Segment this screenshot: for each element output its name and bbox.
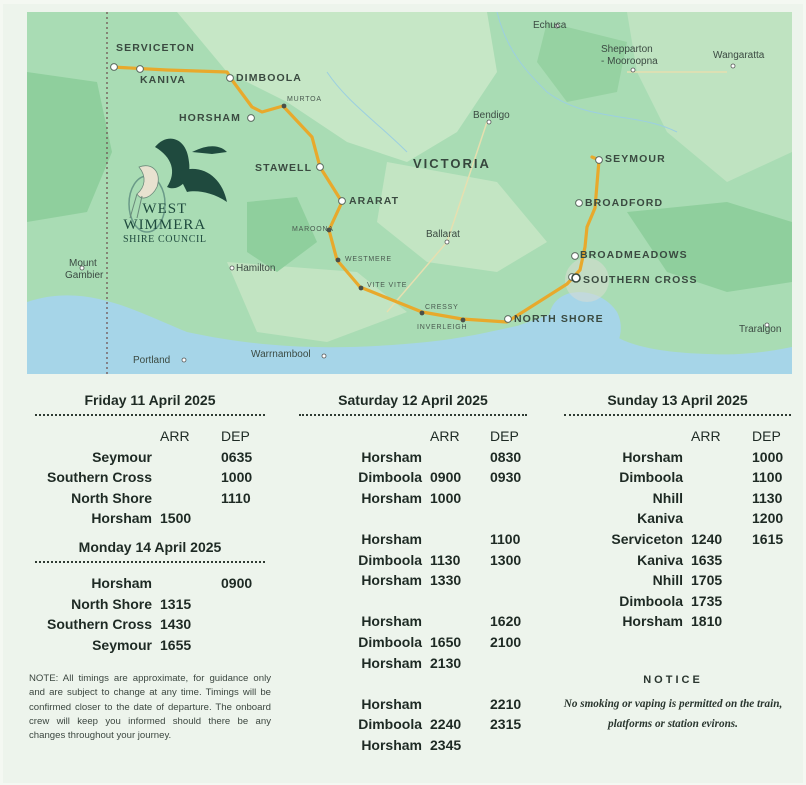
map-graphic: [27, 12, 792, 374]
map-town-ballarat: Ballarat: [426, 229, 460, 240]
arrival-time: [691, 508, 752, 529]
rows: [564, 447, 791, 632]
map-label-maroona: MAROONA: [292, 226, 334, 233]
arrival-time: 1635: [691, 551, 723, 568]
rows: [35, 447, 265, 529]
map-label-ararat: ARARAT: [349, 195, 400, 207]
station-name: Horsham: [622, 448, 683, 465]
arrival-time: 1500: [160, 510, 192, 527]
timetable-row: [35, 573, 265, 594]
arrival-time: [160, 447, 221, 468]
departure-time: 1100: [490, 530, 521, 547]
arrival-time: [160, 467, 221, 488]
map-label-stawell: STAWELL: [255, 162, 313, 174]
day-title: Friday 11 April 2025: [35, 392, 265, 416]
schedule-sunday: [564, 392, 791, 632]
departure-time: 2100: [490, 633, 522, 650]
station-name: Horsham: [361, 489, 422, 506]
group-spacer: [299, 673, 527, 694]
timetable-row: [564, 611, 791, 632]
station-name: Dimboola: [358, 469, 422, 486]
column-headers: [299, 426, 527, 447]
station-name: Seymour: [92, 636, 152, 653]
route-map: [27, 12, 792, 374]
timetable-row: [299, 550, 527, 571]
station-name: Horsham: [361, 654, 422, 671]
map-town-echuca: Echuca: [533, 20, 567, 31]
timetable-row: [564, 529, 791, 550]
timetable-row: [299, 714, 527, 735]
map-town-bendigo: Bendigo: [473, 110, 510, 121]
departure-time: 1615: [752, 530, 784, 547]
arrival-time: [430, 611, 490, 632]
arrival-time: [691, 447, 752, 468]
council-logo: [123, 202, 207, 245]
notice-text: No smoking or vaping is permitted on the train, platforms or station evirons.: [563, 698, 783, 730]
station-name: Kaniva: [637, 510, 683, 527]
notice-title: NOTICE: [643, 674, 703, 686]
arrival-time: [160, 488, 221, 509]
departure-time: 1620: [490, 613, 522, 630]
station-name: Horsham: [361, 530, 422, 547]
arrival-time: 1810: [691, 613, 723, 630]
schedule-saturday: [299, 392, 527, 756]
timetable-row: [564, 550, 791, 571]
day-title: Monday 14 April 2025: [35, 539, 265, 563]
station-name: Horsham: [361, 736, 422, 753]
station-name: Southern Cross: [46, 469, 152, 486]
map-town-wangaratta: Wangaratta: [713, 50, 765, 61]
station-name: Horsham: [91, 575, 152, 591]
day-title: Saturday 12 April 2025: [299, 392, 527, 416]
map-label-murtoa: MURTOA: [287, 96, 322, 103]
arrival-time: 2130: [430, 654, 462, 671]
timetable-row: [299, 488, 527, 509]
station-name: North Shore: [71, 489, 152, 506]
arrival-time: [160, 573, 221, 594]
schedule-monday: [35, 539, 265, 655]
station-name: North Shore: [71, 595, 152, 612]
timetable-page: [3, 4, 803, 783]
arrival-time: 0900: [430, 469, 462, 486]
map-label-horsham: HORSHAM: [179, 112, 241, 124]
arrival-time: 1000: [430, 489, 462, 506]
column-headers: [35, 426, 265, 447]
arrival-time: [430, 529, 490, 550]
timetable-row: [35, 614, 265, 635]
departure-time: 0930: [490, 469, 522, 486]
timetable-row: [299, 529, 527, 550]
station-name: Dimboola: [358, 716, 422, 733]
map-town-warrnambool: Warrnambool: [251, 349, 311, 360]
station-name: Horsham: [622, 613, 683, 630]
arrival-time: 1705: [691, 572, 723, 589]
group-spacer: [299, 508, 527, 529]
day-title: Sunday 13 April 2025: [564, 392, 791, 416]
timetable-row: [564, 447, 791, 468]
timetable-row: [35, 447, 265, 468]
station-name: Southern Cross: [46, 616, 152, 633]
header-dep: DEP: [752, 428, 781, 444]
arrival-time: 1650: [430, 633, 462, 650]
departure-time: 1000: [752, 448, 784, 465]
timetable-row: [299, 447, 527, 468]
departure-time: 0635: [221, 448, 253, 465]
station-name: Serviceton: [611, 530, 683, 547]
arrival-time: 2345: [430, 736, 462, 753]
arrival-time: [430, 694, 490, 715]
station-name: Kaniva: [637, 551, 683, 568]
header-arr: ARR: [430, 428, 460, 444]
arrival-time: 1315: [160, 595, 192, 612]
map-town-gambier: Gambier: [65, 270, 104, 281]
station-name: Nhill: [652, 572, 683, 589]
station-name: Dimboola: [619, 469, 683, 486]
column-headers: [564, 426, 791, 447]
schedule-friday: [35, 392, 265, 529]
timetable-row: [564, 570, 791, 591]
logo-line-wimmera: WIMMERA: [123, 217, 207, 233]
departure-time: 2210: [490, 695, 522, 712]
timetable-row: [35, 635, 265, 656]
header-arr: ARR: [160, 428, 190, 444]
timetable-row: [35, 467, 265, 488]
logo-line-shire-council: SHIRE COUNCIL: [123, 234, 207, 245]
timetable-row: [299, 694, 527, 715]
departure-time: 1000: [221, 469, 253, 486]
departure-time: 0900: [221, 575, 253, 591]
departure-time: 1130: [752, 489, 783, 506]
timetable-row: [564, 467, 791, 488]
arrival-time: 1330: [430, 572, 462, 589]
header-arr: ARR: [691, 428, 721, 444]
group-spacer: [299, 591, 527, 612]
map-label-vite-vite: VITE VITE: [367, 282, 408, 289]
arrival-time: [691, 488, 752, 509]
map-label-cressy: CRESSY: [425, 304, 459, 311]
logo-line-west: WEST: [142, 201, 188, 217]
map-label-dimboola: DIMBOOLA: [236, 72, 302, 84]
map-label-kaniva: KANIVA: [140, 74, 187, 86]
station-name: Dimboola: [619, 592, 683, 609]
timetable-row: [35, 488, 265, 509]
station-name: Dimboola: [358, 633, 422, 650]
arrival-time: 1430: [160, 616, 192, 633]
arrival-time: 1240: [691, 530, 723, 547]
map-label-state: VICTORIA: [413, 156, 491, 171]
timetable-row: [564, 591, 791, 612]
rows: [35, 573, 265, 655]
map-town-mount: Mount: [69, 258, 97, 269]
station-name: Horsham: [91, 510, 152, 527]
map-label-inverleigh: INVERLEIGH: [417, 324, 468, 331]
map-label-serviceton: SERVICETON: [116, 42, 195, 54]
rows-group: [299, 447, 527, 756]
station-name: Horsham: [361, 448, 422, 465]
timetable-row: [35, 594, 265, 615]
timetable-row: [299, 653, 527, 674]
station-name: Horsham: [361, 613, 422, 630]
arrival-time: [430, 447, 490, 468]
map-town-hamilton: Hamilton: [236, 263, 276, 274]
map-town-mooroopna: - Mooroopna: [601, 56, 658, 67]
map-label-seymour: SEYMOUR: [605, 153, 666, 165]
station-name: Horsham: [361, 572, 422, 589]
header-dep: DEP: [221, 428, 250, 444]
arrival-time: 1735: [691, 592, 723, 609]
station-name: Nhill: [652, 489, 683, 506]
map-label-broadford: BROADFORD: [585, 197, 664, 209]
departure-time: 1200: [752, 510, 784, 527]
timetable-row: [35, 508, 265, 529]
departure-time: 1110: [221, 489, 251, 506]
map-town-traralgon: Traralgon: [739, 324, 782, 335]
header-dep: DEP: [490, 428, 519, 444]
map-town-shepparton: Shepparton: [601, 44, 653, 55]
timetable-row: [564, 488, 791, 509]
timetable-row: [299, 611, 527, 632]
map-label-westmere: WESTMERE: [345, 256, 392, 263]
arrival-time: 1655: [160, 636, 192, 653]
arrival-time: 2240: [430, 716, 462, 733]
departure-time: 1100: [752, 469, 783, 486]
station-name: Seymour: [92, 448, 152, 465]
departure-time: 1300: [490, 551, 522, 568]
timetable-row: [299, 735, 527, 756]
departure-time: 2315: [490, 716, 522, 733]
timetable-row: [299, 467, 527, 488]
timetable-row: [299, 632, 527, 653]
timing-note: NOTE: All timings are approximate, for guidance only and are subject to change at any time. Timings will be confirmed closer to the date of departure. The onboard crew will keep you informed should there be any changes throughout your journey.: [29, 673, 271, 742]
station-name: Horsham: [361, 695, 422, 712]
timetable-row: [564, 508, 791, 529]
map-town-portland: Portland: [133, 355, 171, 366]
arrival-time: [691, 467, 752, 488]
timetable-row: [299, 570, 527, 591]
departure-time: 0830: [490, 448, 522, 465]
map-label-broadmeadows: BROADMEADOWS: [580, 249, 688, 261]
map-label-north-shore: NORTH SHORE: [514, 313, 604, 325]
arrival-time: 1130: [430, 551, 461, 568]
station-name: Dimboola: [358, 551, 422, 568]
map-label-southern-cross: SOUTHERN CROSS: [583, 274, 698, 286]
